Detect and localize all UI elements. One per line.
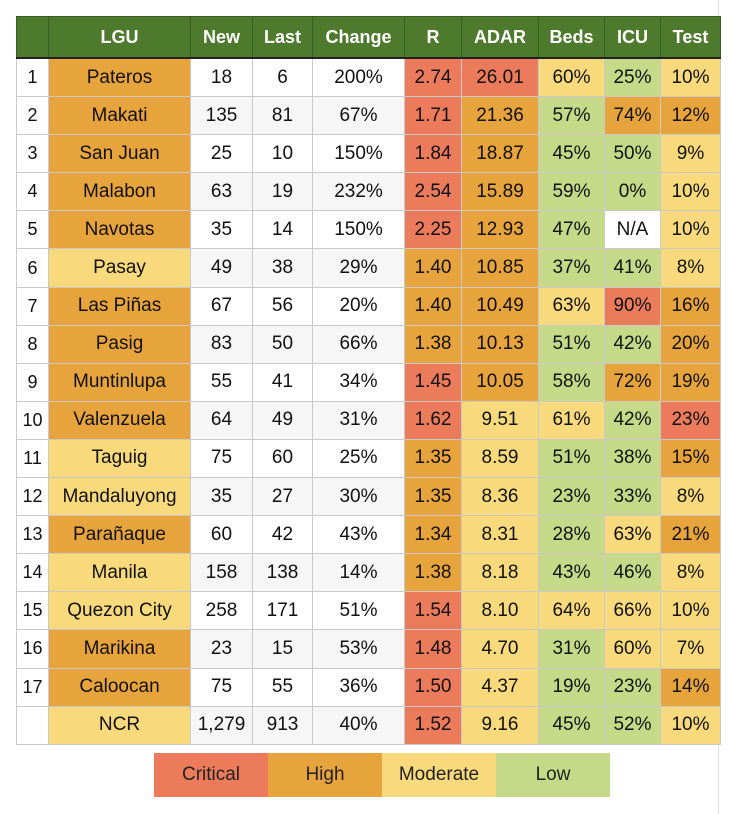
cell-lgu: Malabon [49,173,191,211]
cell-beds: 63% [539,287,605,325]
cell-lgu: Manila [49,554,191,592]
cell-last: 6 [253,58,313,97]
cell-adar: 9.16 [462,706,539,744]
table-row [17,592,721,630]
cell-change: 34% [313,363,405,401]
cell-test: 10% [661,58,721,97]
cell-beds: 31% [539,630,605,668]
cell-beds: 23% [539,478,605,516]
cell-r: 1.40 [405,249,462,287]
cell-lgu: Quezon City [49,592,191,630]
cell-test: 16% [661,287,721,325]
cell-adar: 10.13 [462,325,539,363]
cell-last: 27 [253,478,313,516]
table-row [17,211,721,249]
cell-test: 8% [661,554,721,592]
cell-rank: 2 [17,97,49,135]
cell-r: 1.45 [405,363,462,401]
cell-lgu: Pateros [49,58,191,97]
table-row [17,287,721,325]
cell-icu: 42% [605,401,661,439]
cell-adar: 8.18 [462,554,539,592]
cell-new: 25 [191,135,253,173]
cell-last: 50 [253,325,313,363]
cell-rank: 10 [17,401,49,439]
header-row [17,17,721,59]
cell-adar: 8.10 [462,592,539,630]
table-row [17,135,721,173]
cell-new: 1,279 [191,706,253,744]
cell-new: 63 [191,173,253,211]
cell-r: 1.62 [405,401,462,439]
cell-rank: 5 [17,211,49,249]
cell-adar: 8.59 [462,439,539,477]
cell-new: 75 [191,668,253,706]
cell-change: 40% [313,706,405,744]
cell-new: 18 [191,58,253,97]
cell-new: 64 [191,401,253,439]
cell-lgu: Valenzuela [49,401,191,439]
table-body [17,58,721,744]
cell-new: 75 [191,439,253,477]
cell-r: 1.48 [405,630,462,668]
cell-rank: 8 [17,325,49,363]
cell-new: 49 [191,249,253,287]
table-row [17,706,721,744]
cell-lgu: Parañaque [49,516,191,554]
column-header-change: Change [313,17,405,59]
table-row [17,97,721,135]
cell-icu: 46% [605,554,661,592]
cell-beds: 59% [539,173,605,211]
column-header-last: Last [253,17,313,59]
cell-change: 25% [313,439,405,477]
cell-r: 2.74 [405,58,462,97]
cell-last: 55 [253,668,313,706]
cell-lgu: Pasig [49,325,191,363]
cell-icu: 63% [605,516,661,554]
cell-change: 14% [313,554,405,592]
cell-rank: 4 [17,173,49,211]
cell-change: 20% [313,287,405,325]
cell-rank: 9 [17,363,49,401]
cell-rank: 14 [17,554,49,592]
table-row [17,630,721,668]
cell-rank: 16 [17,630,49,668]
cell-lgu: San Juan [49,135,191,173]
column-header-r: R [405,17,462,59]
cell-change: 43% [313,516,405,554]
cell-icu: 74% [605,97,661,135]
column-header-lgu: LGU [49,17,191,59]
table-row [17,58,721,97]
cell-last: 60 [253,439,313,477]
cell-lgu: NCR [49,706,191,744]
cell-icu: N/A [605,211,661,249]
cell-test: 8% [661,249,721,287]
cell-rank: 12 [17,478,49,516]
cell-beds: 43% [539,554,605,592]
cell-icu: 23% [605,668,661,706]
cell-rank: 6 [17,249,49,287]
cell-r: 2.25 [405,211,462,249]
cell-beds: 51% [539,439,605,477]
cell-beds: 60% [539,58,605,97]
cell-icu: 33% [605,478,661,516]
cell-change: 53% [313,630,405,668]
cell-beds: 19% [539,668,605,706]
cell-rank: 7 [17,287,49,325]
cell-adar: 4.37 [462,668,539,706]
cell-change: 36% [313,668,405,706]
cell-r: 1.34 [405,516,462,554]
cell-beds: 51% [539,325,605,363]
cell-beds: 61% [539,401,605,439]
table-row [17,554,721,592]
table-row [17,516,721,554]
cell-change: 29% [313,249,405,287]
cell-icu: 60% [605,630,661,668]
cell-new: 258 [191,592,253,630]
cell-test: 9% [661,135,721,173]
cell-icu: 90% [605,287,661,325]
table-row [17,325,721,363]
cell-icu: 42% [605,325,661,363]
cell-beds: 45% [539,706,605,744]
cell-last: 38 [253,249,313,287]
cell-adar: 9.51 [462,401,539,439]
cell-test: 8% [661,478,721,516]
cell-rank: 15 [17,592,49,630]
table-row [17,401,721,439]
cell-last: 81 [253,97,313,135]
cell-icu: 50% [605,135,661,173]
cell-change: 232% [313,173,405,211]
cell-adar: 26.01 [462,58,539,97]
cell-new: 158 [191,554,253,592]
cell-new: 60 [191,516,253,554]
cell-last: 138 [253,554,313,592]
cell-last: 10 [253,135,313,173]
table-row [17,363,721,401]
cell-icu: 38% [605,439,661,477]
cell-test: 12% [661,97,721,135]
cell-adar: 10.49 [462,287,539,325]
table-row [17,173,721,211]
cell-adar: 15.89 [462,173,539,211]
cell-beds: 47% [539,211,605,249]
column-header-adar: ADAR [462,17,539,59]
cell-icu: 66% [605,592,661,630]
cell-change: 200% [313,58,405,97]
cell-last: 42 [253,516,313,554]
cell-last: 171 [253,592,313,630]
cell-rank: 3 [17,135,49,173]
cell-new: 135 [191,97,253,135]
cell-test: 7% [661,630,721,668]
cell-test: 15% [661,439,721,477]
table-row [17,668,721,706]
cell-new: 23 [191,630,253,668]
cell-lgu: Caloocan [49,668,191,706]
cell-new: 67 [191,287,253,325]
cell-r: 1.38 [405,325,462,363]
legend-item-high: High [268,753,382,797]
cell-new: 35 [191,478,253,516]
legend-item-moderate: Moderate [382,753,496,797]
cell-adar: 18.87 [462,135,539,173]
cell-rank: 11 [17,439,49,477]
legend [154,753,610,797]
cell-last: 14 [253,211,313,249]
cell-icu: 41% [605,249,661,287]
cell-icu: 52% [605,706,661,744]
cell-beds: 58% [539,363,605,401]
cell-icu: 25% [605,58,661,97]
cell-r: 1.54 [405,592,462,630]
table-row [17,478,721,516]
cell-lgu: Makati [49,97,191,135]
cell-lgu: Mandaluyong [49,478,191,516]
covid-risk-table [16,16,721,745]
cell-change: 150% [313,135,405,173]
cell-change: 31% [313,401,405,439]
cell-lgu: Marikina [49,630,191,668]
cell-rank [17,706,49,744]
cell-icu: 0% [605,173,661,211]
cell-last: 56 [253,287,313,325]
column-header-new: New [191,17,253,59]
cell-rank: 1 [17,58,49,97]
cell-beds: 45% [539,135,605,173]
cell-test: 23% [661,401,721,439]
cell-lgu: Navotas [49,211,191,249]
cell-last: 49 [253,401,313,439]
table-row [17,439,721,477]
cell-new: 55 [191,363,253,401]
cell-last: 19 [253,173,313,211]
cell-r: 1.35 [405,478,462,516]
cell-beds: 64% [539,592,605,630]
column-header-rank [17,17,49,59]
cell-last: 15 [253,630,313,668]
cell-last: 41 [253,363,313,401]
cell-test: 21% [661,516,721,554]
cell-r: 1.50 [405,668,462,706]
cell-test: 10% [661,211,721,249]
cell-beds: 37% [539,249,605,287]
cell-r: 1.40 [405,287,462,325]
cell-test: 10% [661,173,721,211]
table-row [17,249,721,287]
cell-adar: 21.36 [462,97,539,135]
cell-new: 35 [191,211,253,249]
cell-beds: 28% [539,516,605,554]
cell-change: 51% [313,592,405,630]
legend-item-critical: Critical [154,753,268,797]
cell-change: 66% [313,325,405,363]
column-header-test: Test [661,17,721,59]
cell-adar: 4.70 [462,630,539,668]
cell-test: 10% [661,706,721,744]
cell-beds: 57% [539,97,605,135]
cell-adar: 8.31 [462,516,539,554]
cell-test: 20% [661,325,721,363]
cell-r: 2.54 [405,173,462,211]
cell-lgu: Muntinlupa [49,363,191,401]
cell-adar: 10.85 [462,249,539,287]
cell-change: 150% [313,211,405,249]
cell-r: 1.35 [405,439,462,477]
cell-r: 1.84 [405,135,462,173]
legend-item-low: Low [496,753,610,797]
cell-test: 10% [661,592,721,630]
cell-adar: 12.93 [462,211,539,249]
cell-adar: 10.05 [462,363,539,401]
cell-r: 1.71 [405,97,462,135]
cell-lgu: Pasay [49,249,191,287]
column-header-icu: ICU [605,17,661,59]
cell-adar: 8.36 [462,478,539,516]
cell-lgu: Las Piñas [49,287,191,325]
cell-test: 19% [661,363,721,401]
cell-rank: 17 [17,668,49,706]
cell-change: 30% [313,478,405,516]
cell-lgu: Taguig [49,439,191,477]
cell-last: 913 [253,706,313,744]
cell-new: 83 [191,325,253,363]
cell-icu: 72% [605,363,661,401]
cell-rank: 13 [17,516,49,554]
cell-r: 1.38 [405,554,462,592]
cell-r: 1.52 [405,706,462,744]
column-header-beds: Beds [539,17,605,59]
cell-change: 67% [313,97,405,135]
cell-test: 14% [661,668,721,706]
